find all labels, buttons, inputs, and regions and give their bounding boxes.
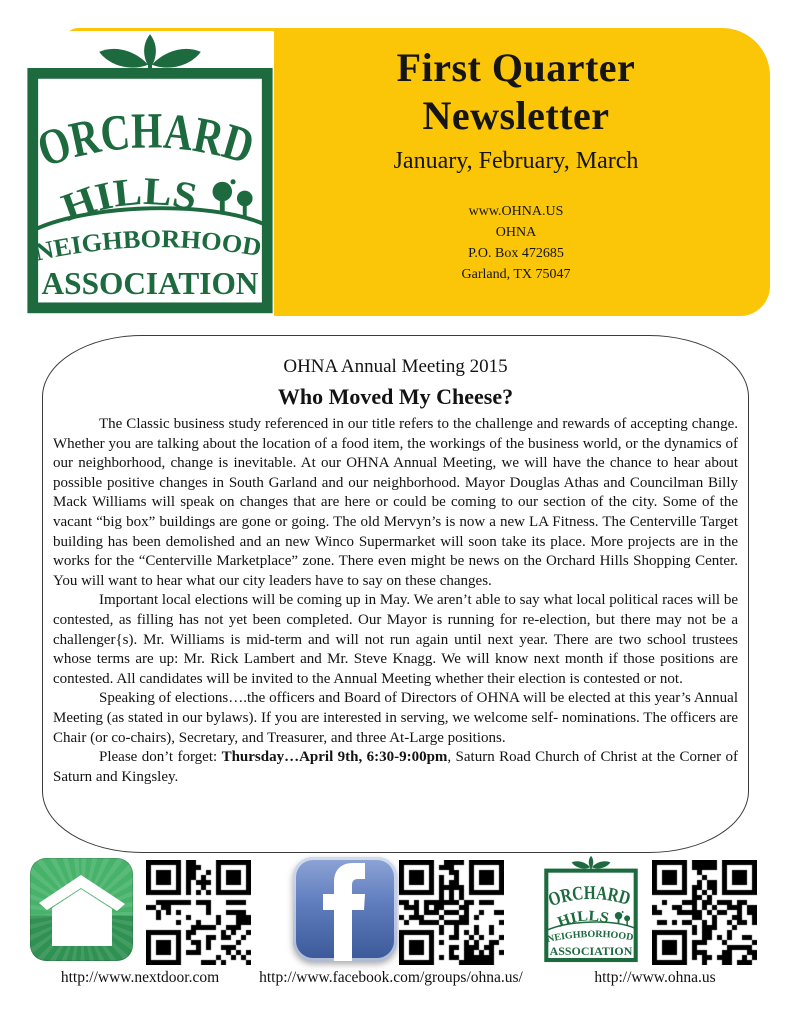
link-nextdoor[interactable]: http://www.nextdoor.com xyxy=(60,969,220,986)
contact-city: Garland, TX 75047 xyxy=(461,267,571,282)
qr-code-ohna xyxy=(652,860,757,965)
article-paragraph: Speaking of elections….the officers and Board of Directors of OHNA will be elected at this year’s Annual Meeting (as stated in our bylaws). If you are interested in serving, we welcome self- nominations. The officers are Chair (or co-chairs), Secretary, and Treasurer, and three At-Large positions. xyxy=(53,690,738,746)
article-closing xyxy=(53,748,738,787)
qr-code-nextdoor xyxy=(146,860,251,965)
article-box xyxy=(42,335,749,853)
closing-bold: Thursday…April 9th, 6:30-9:00pm xyxy=(221,749,448,766)
closing-prefix: Please don’t forget: xyxy=(99,749,222,766)
link-ohna[interactable]: http://www.ohna.us xyxy=(594,969,716,986)
facebook-f-icon xyxy=(293,857,397,961)
article-paragraph: Important local elections will be coming up in May. We aren’t able to say what local political races will be contested, as filling has not yet been completed. Our Mayor is running for re-election, but there may not be a challenger{s). Mr. Williams is mid-term and will not run again until next year. There are two school trustees whose terms are up: Mr. Rick Lambert and Mr. Steve Knagg. We will know next month if those positions are contested. All candidates will be invited to the Annual Meeting whether their election is contested or not. xyxy=(53,592,738,687)
contact-website: www.OHNA.US xyxy=(468,204,564,219)
contact-block xyxy=(300,201,732,285)
newsletter-subtitle: January, February, March xyxy=(393,148,639,174)
title-line-2: Newsletter xyxy=(422,93,610,138)
closing-suffix: , Saturn Road Church of Christ at the Corner of Saturn and Kingsley. xyxy=(53,749,738,785)
ohna-logo xyxy=(23,32,277,316)
qr-code-facebook xyxy=(399,860,504,965)
article-paragraph: The Classic business study referenced in our title refers to the challenge and rewards of accepting change. Whether you are talking about the location of a food item, the workings of the business world, or the dynamics of our neighborhood, change is inevitable. At our OHNA Annual Meeting, we will have the chance to hear about possible positive changes in South Garland and our neighborhood. Mayor Douglas Athas and Councilman Billy Mack Williams will speak on changes that are here or could be coming to our section of the city. Some of the vacant “big box” buildings are gone or going. The old Mervyn’s is now a new LA Fitness. The Centerville Target building has been demolished and an new Winco Supermarket will soon take its place. More projects are in the works for the “Centerville Marketplace” zone. There even might be news on the Orchard Hills Shopping Center. You will want to hear what our city leaders have to say on these changes. xyxy=(53,416,738,589)
nextdoor-icon[interactable] xyxy=(30,858,133,961)
article-title: Who Moved My Cheese? xyxy=(277,384,514,409)
facebook-icon[interactable] xyxy=(293,857,397,961)
article-body xyxy=(53,415,738,787)
article-heading: OHNA Annual Meeting 2015 xyxy=(283,356,508,377)
newsletter-title xyxy=(300,44,732,140)
contact-org: OHNA xyxy=(495,225,537,240)
house-icon xyxy=(30,858,133,961)
header-text-block xyxy=(300,44,732,285)
ohna-logo-small[interactable] xyxy=(540,855,642,963)
contact-pobox: P.O. Box 472685 xyxy=(468,246,564,261)
link-facebook[interactable]: http://www.facebook.com/groups/ohna.us/ xyxy=(259,969,523,986)
title-line-1: First Quarter xyxy=(396,45,636,90)
